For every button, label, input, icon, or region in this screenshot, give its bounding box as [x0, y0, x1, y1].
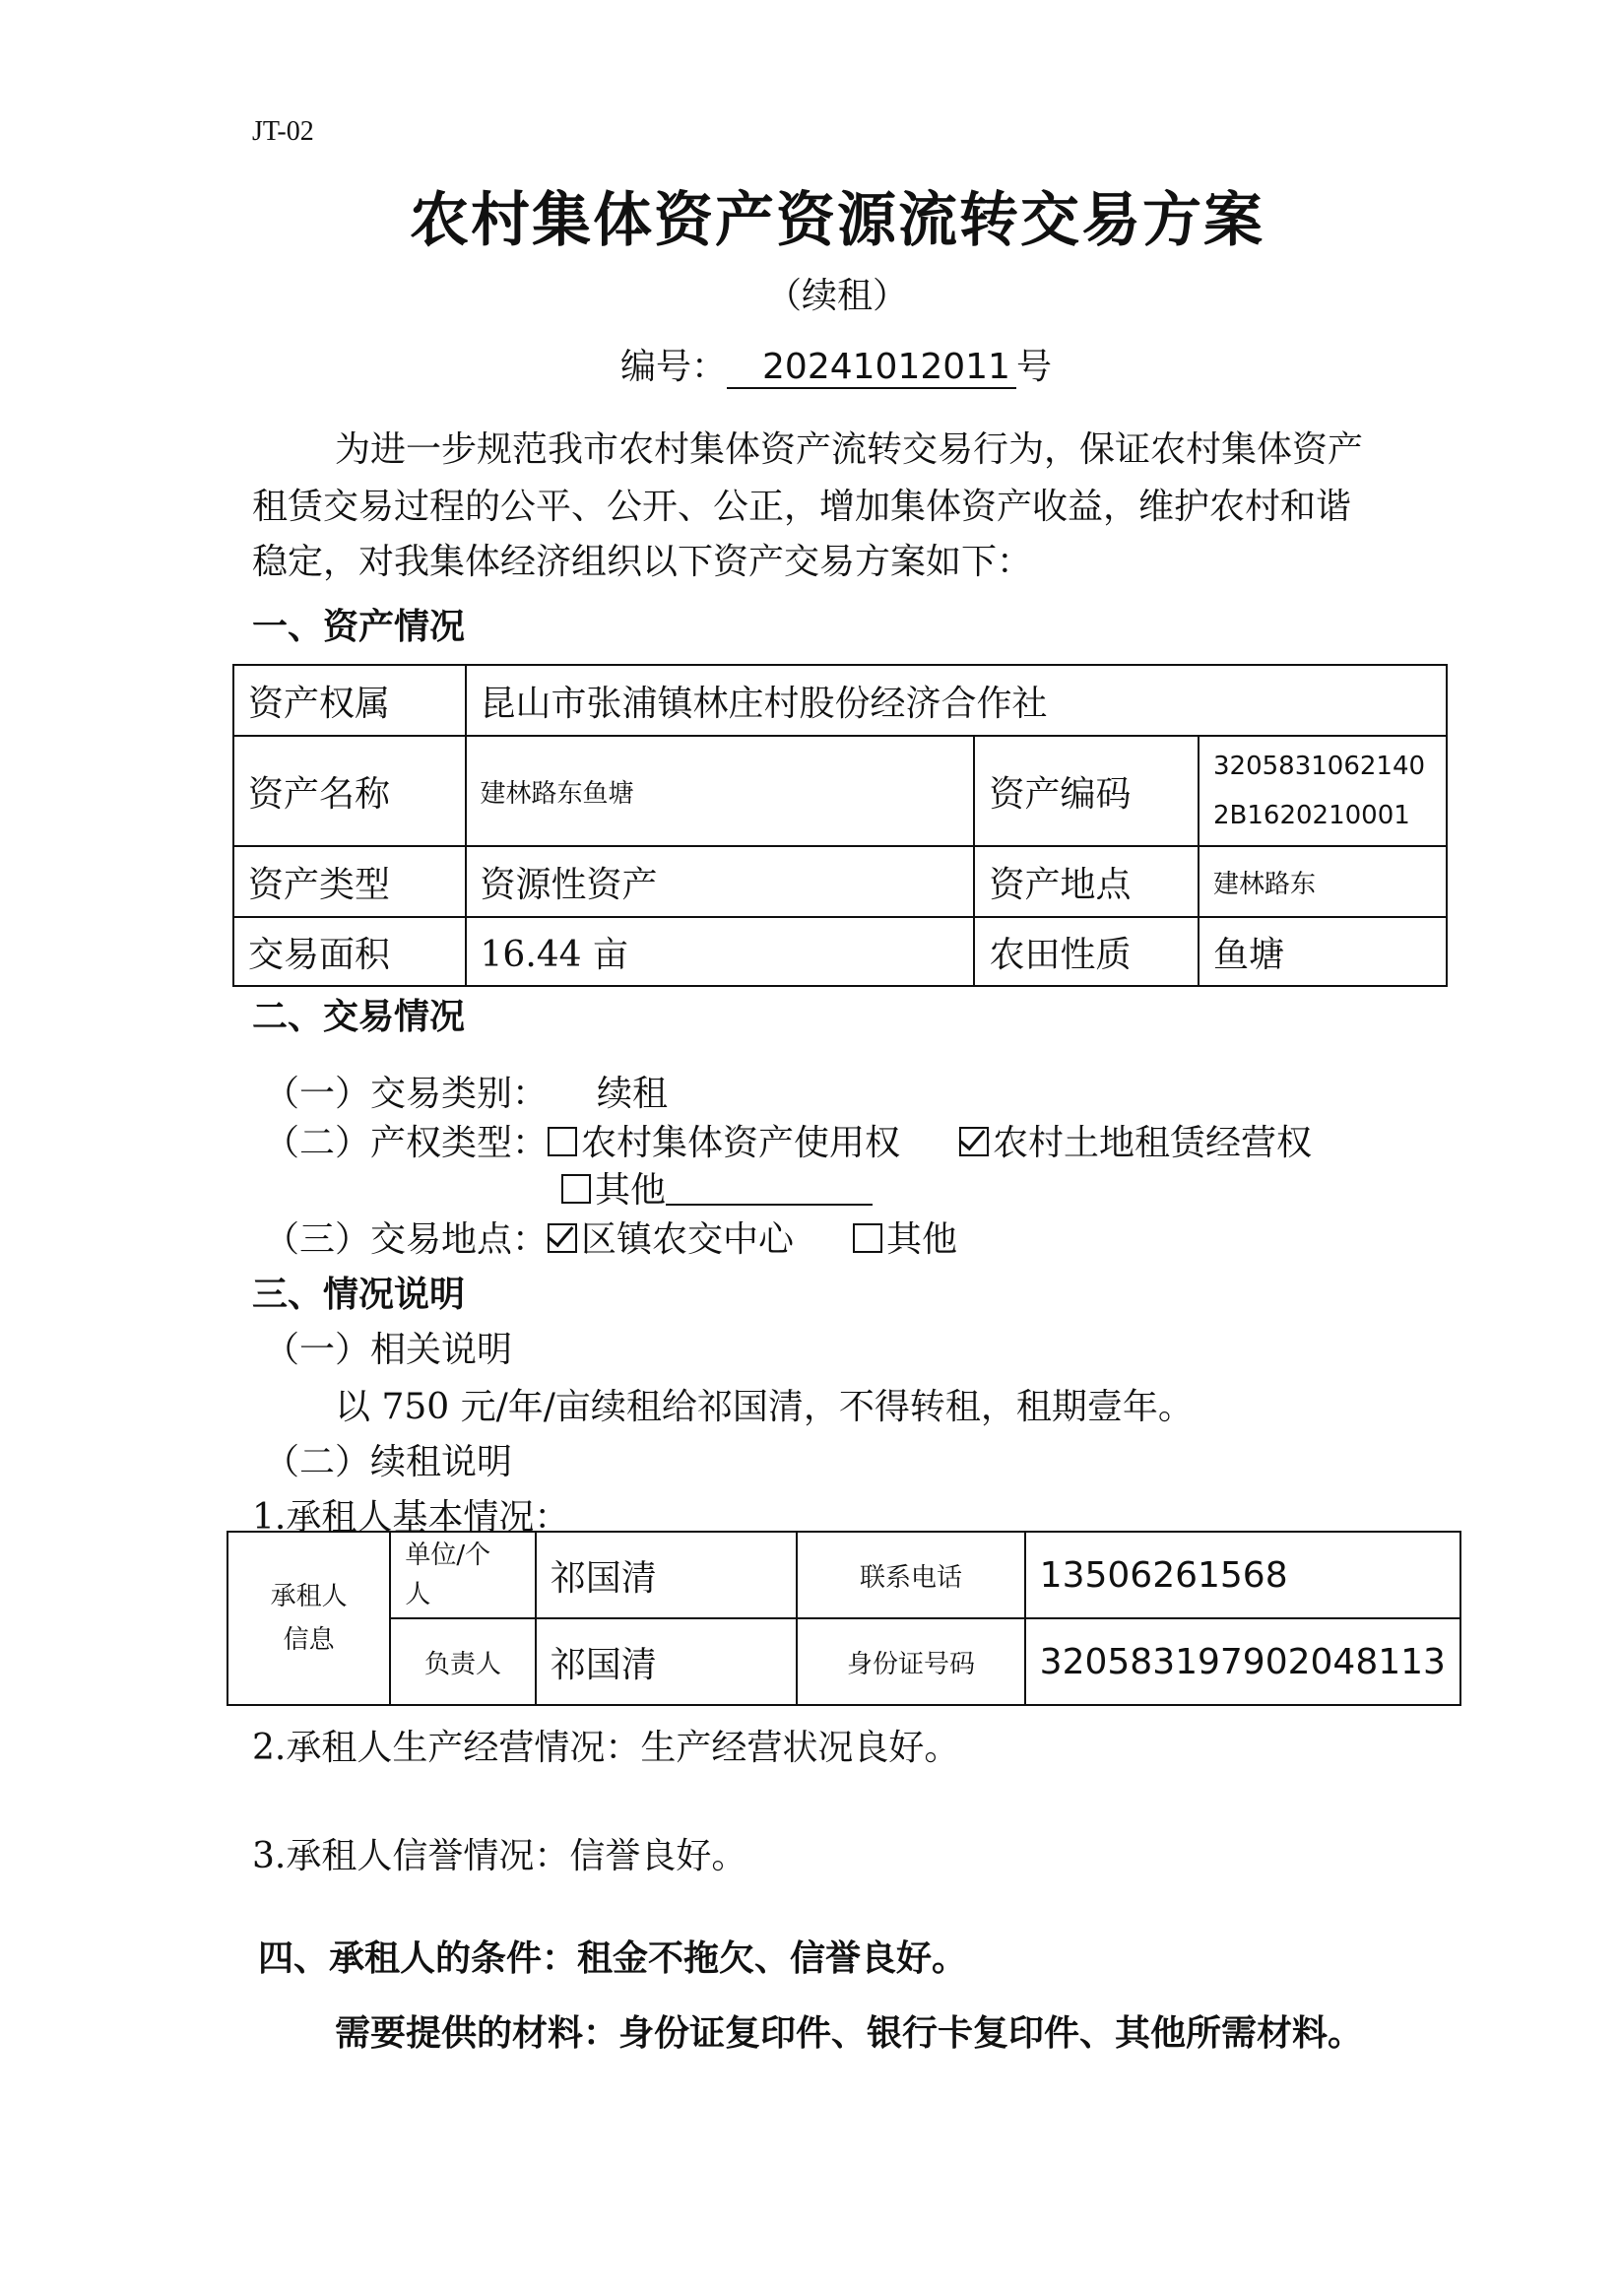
tenant-basic-heading: 1.承租人基本情况： — [252, 1497, 570, 1538]
opt-collective-use-right: 农村集体资产使用权 — [581, 1123, 901, 1163]
trade-location — [264, 1212, 957, 1262]
document-title: 农村集体资产资源流转交易方案 — [410, 186, 1264, 255]
phone-label: 联系电话 — [797, 1532, 1024, 1618]
section1-heading: 一、资产情况 — [252, 606, 466, 647]
section3-sub2: （二）续租说明 — [264, 1442, 513, 1482]
unit-value: 祁国清 — [536, 1532, 798, 1618]
checkbox-location-other[interactable] — [853, 1223, 882, 1253]
property-type — [264, 1115, 1312, 1165]
checkbox-land-lease-right[interactable] — [959, 1127, 989, 1156]
area-value: 16.44 亩 — [466, 917, 975, 986]
number-label: 编号： — [620, 347, 728, 387]
nature-label: 农田性质 — [974, 917, 1199, 986]
tenant-credit: 3.承租人信誉情况：信誉良好。 — [252, 1836, 747, 1876]
checkbox-collective-use-right[interactable] — [548, 1127, 577, 1156]
id-value: 320583197902048113 — [1025, 1618, 1460, 1705]
document-number — [620, 339, 1052, 389]
opt-land-lease-right: 农村土地租赁经营权 — [993, 1123, 1313, 1163]
asset-table — [232, 664, 1448, 987]
tenant-group-label — [227, 1532, 390, 1705]
type-label: 资产类型 — [233, 846, 466, 917]
head-value: 祁国清 — [536, 1618, 798, 1705]
name-label: 资产名称 — [233, 736, 466, 846]
tenant-table — [227, 1531, 1461, 1706]
section3-sub1-text: 以 750 元/年/亩续租给祁国清，不得转租，租期壹年。 — [335, 1387, 1194, 1427]
checkbox-property-other[interactable] — [561, 1174, 591, 1204]
tenant-business: 2.承租人生产经营情况：生产经营状况良好。 — [252, 1728, 960, 1768]
code-value-line2: 2B1620210001 — [1212, 801, 1410, 830]
property-type-label: （二）产权类型： — [264, 1123, 549, 1163]
checkbox-district-center[interactable] — [548, 1223, 577, 1253]
document-subtitle: （续租） — [765, 276, 908, 316]
trade-location-label: （三）交易地点： — [264, 1219, 549, 1260]
unit-label-1: 单位/个 — [405, 1541, 491, 1570]
intro-line-3: 稳定，对我集体经济组织以下资产交易方案如下： — [252, 542, 1033, 582]
code-value-line1: 3205831062140 — [1212, 752, 1426, 781]
section2-heading: 二、交易情况 — [252, 996, 466, 1037]
unit-label-2: 人 — [405, 1580, 431, 1609]
number-value: 20241012011 — [727, 347, 1016, 389]
type-value: 资源性资产 — [466, 846, 975, 917]
trade-category-value: 续租 — [597, 1074, 669, 1114]
area-label: 交易面积 — [233, 917, 466, 986]
unit-label — [390, 1532, 535, 1618]
intro-line-1: 为进一步规范我市农村集体资产流转交易行为，保证农村集体资产 — [335, 429, 1364, 470]
intro-line-2: 租赁交易过程的公平、公开、公正，增加集体资产收益，维护农村和谐 — [252, 487, 1352, 527]
location-value: 建林路东 — [1199, 846, 1447, 917]
head-label: 负责人 — [390, 1618, 535, 1705]
required-materials: 需要提供的材料：身份证复印件、银行卡复印件、其他所需材料。 — [335, 2012, 1364, 2054]
owner-label: 资产权属 — [233, 665, 466, 736]
document-code: JT-02 — [252, 116, 314, 147]
code-label: 资产编码 — [974, 736, 1199, 846]
property-other-blank[interactable] — [666, 1174, 873, 1206]
section3-heading: 三、情况说明 — [252, 1274, 466, 1315]
trade-category — [264, 1066, 668, 1116]
property-type-other — [561, 1162, 873, 1213]
owner-value: 昆山市张浦镇林庄村股份经济合作社 — [466, 665, 1447, 736]
location-label: 资产地点 — [974, 846, 1199, 917]
section4-heading: 四、承租人的条件：租金不拖欠、信誉良好。 — [258, 1937, 968, 1979]
phone-value: 13506261568 — [1025, 1532, 1460, 1618]
opt-district-center: 区镇农交中心 — [581, 1219, 795, 1260]
section3-sub1: （一）相关说明 — [264, 1330, 513, 1370]
id-label: 身份证号码 — [797, 1618, 1024, 1705]
nature-value: 鱼塘 — [1199, 917, 1447, 986]
tenant-group-label-2: 信息 — [283, 1625, 335, 1655]
name-value: 建林路东鱼塘 — [466, 736, 975, 846]
tenant-group-label-1: 承租人 — [270, 1582, 348, 1611]
opt-location-other: 其他 — [886, 1219, 958, 1260]
number-suffix: 号 — [1015, 347, 1052, 387]
trade-category-label: （一）交易类别： — [264, 1074, 549, 1114]
code-value — [1199, 736, 1447, 846]
opt-property-other: 其他 — [595, 1170, 667, 1211]
